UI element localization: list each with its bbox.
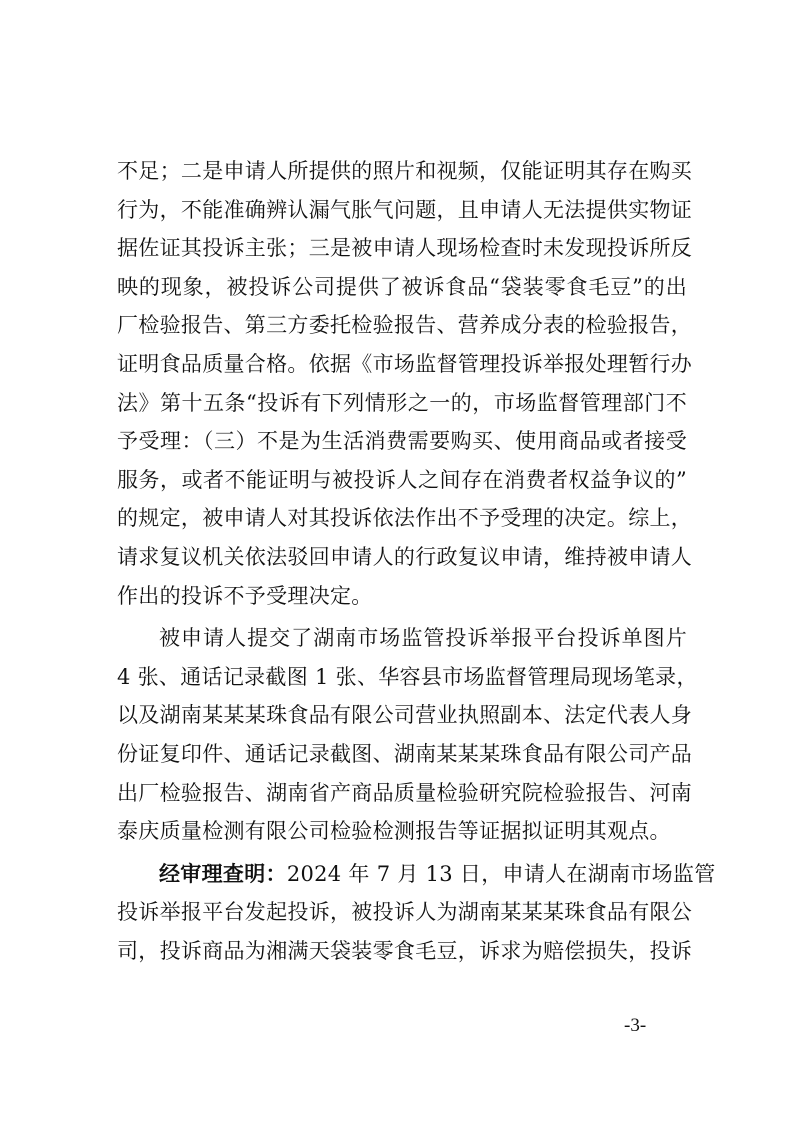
text-line: 的规定，被申请人对其投诉依法作出不予受理的决定。综上， (117, 506, 693, 531)
text-line: 服务，或者不能证明与被投诉人之间存在消费者权益争议的” (117, 467, 687, 492)
findings-date-text: 2024 年 7 月 13 日，申请人在湖南市场监管 (286, 861, 716, 886)
text-line: 厂检验报告、第三方委托检验报告、营养成分表的检验报告， (117, 313, 693, 338)
text-line: 不足；二是申请人所提供的照片和视频，仅能证明其存在购买 (117, 159, 693, 183)
paragraph-2 (117, 619, 698, 851)
text-line: 投诉举报平台发起投诉，被投诉人为湖南某某某珠食品有限公 (117, 900, 693, 925)
text-line: 泰庆质量检测有限公司检验检测报告等证据拟证明其观点。 (117, 819, 671, 844)
text-line: 出厂检验报告、湖南省产商品质量检验研究院检验报告、河南 (117, 780, 693, 805)
text-line: 证明食品质量合格。依据《市场监督管理投诉举报处理暂行办 (117, 351, 693, 376)
text-line: 被申请人提交了湖南市场监管投诉举报平台投诉单图片 (159, 626, 687, 651)
text-line: 行为，不能准确辨认漏气胀气问题，且申请人无法提供实物证 (117, 197, 693, 222)
text-line: 据佐证其投诉主张；三是被申请人现场检查时未发现投诉所反 (117, 236, 693, 261)
page-number: -3- (624, 1015, 647, 1036)
text-line: 作出的投诉不予受理决定。 (117, 583, 373, 608)
text-line (117, 855, 716, 894)
paragraph-3 (117, 855, 716, 971)
body-text (117, 152, 716, 970)
text-line: 4 张、通话记录截图 1 张、华容县市场监督管理局现场笔录， (117, 664, 698, 689)
text-line: 以及湖南某某某珠食品有限公司营业执照副本、法定代表人身 (117, 703, 693, 728)
text-line: 法》第十五条“投诉有下列情形之一的，市场监督管理部门不 (117, 390, 687, 415)
findings-lead: 经审理查明： (159, 860, 287, 886)
text-line: 请求复议机关依法驳回申请人的行政复议申请，维持被申请人 (117, 544, 693, 569)
text-line: 予受理：（三）不是为生活消费需要购买、使用商品或者接受 (117, 429, 687, 454)
paragraph-1 (117, 152, 693, 615)
text-line: 份证复印件、通话记录截图、湖南某某某珠食品有限公司产品 (117, 741, 693, 766)
text-line: 司，投诉商品为湘满天袋装零食毛豆，诉求为赔偿损失，投诉 (117, 938, 693, 963)
text-line: 映的现象，被投诉公司提供了被诉食品“袋装零食毛豆”的出 (117, 274, 687, 299)
